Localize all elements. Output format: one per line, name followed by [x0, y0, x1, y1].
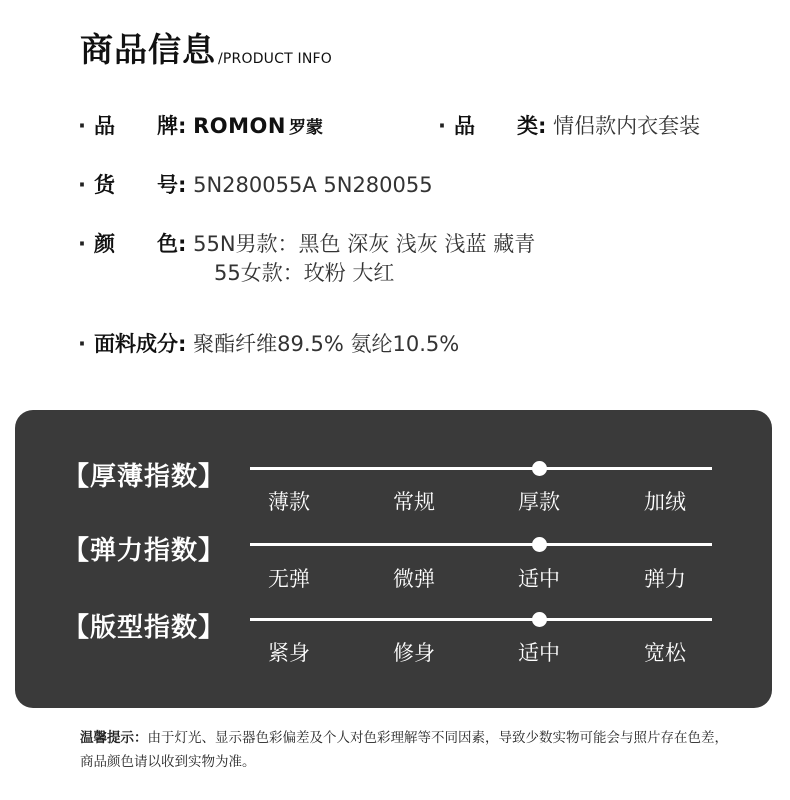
color-row: [78, 230, 535, 258]
thickness-scale-marker: [532, 461, 547, 476]
category-label: 品 类:: [454, 114, 547, 138]
fit-option: 适中: [518, 641, 560, 665]
thickness-index-title: 【厚薄指数】: [63, 462, 226, 492]
elasticity-option: 微弹: [393, 567, 435, 591]
color-row-2: [214, 259, 394, 287]
color-value-male: 55N男款：黑色 深灰 浅灰 浅蓝 藏青: [193, 232, 536, 256]
thickness-option: 薄款: [268, 490, 310, 514]
elasticity-option: 弹力: [644, 567, 686, 591]
disclaimer-label: 温馨提示：: [80, 730, 148, 746]
elasticity-scale-track: [250, 543, 712, 546]
fabric-row: [78, 330, 459, 358]
color-value-female: 55女款：玫粉 大红: [214, 261, 395, 285]
elasticity-index-title: 【弹力指数】: [63, 536, 226, 566]
fit-option: 修身: [393, 641, 435, 665]
bullet: ·: [78, 173, 86, 197]
fit-option: 宽松: [644, 641, 686, 665]
page-title: 商品信息: [80, 30, 216, 69]
sku-row: [78, 171, 433, 199]
bullet: ·: [78, 232, 86, 256]
elasticity-option: 无弹: [268, 567, 310, 591]
elasticity-option: 适中: [518, 567, 560, 591]
bullet: ·: [78, 114, 86, 138]
fit-index-title: 【版型指数】: [63, 613, 226, 643]
fit-option: 紧身: [268, 641, 310, 665]
fabric-value: 聚酯纤维89.5% 氨纶10.5%: [193, 332, 460, 356]
bullet: ·: [78, 332, 86, 356]
page-subtitle: /PRODUCT INFO: [218, 51, 332, 67]
thickness-option: 常规: [393, 490, 435, 514]
sku-label: 货 号:: [94, 173, 187, 197]
fit-scale-track: [250, 618, 712, 621]
brand-row: [78, 112, 323, 142]
fit-scale-marker: [532, 612, 547, 627]
brand-label: 品 牌:: [94, 114, 187, 138]
bullet: ·: [438, 114, 446, 138]
color-label: 颜 色:: [94, 232, 187, 256]
category-row: [438, 112, 700, 140]
brand-name-en: ROMON: [193, 114, 286, 138]
disclaimer-note: [80, 726, 730, 774]
fabric-label: 面料成分:: [94, 332, 187, 356]
category-value: 情侣款内衣套装: [553, 114, 701, 138]
brand-name-cn: 罗蒙: [288, 118, 323, 138]
elasticity-scale-marker: [532, 537, 547, 552]
disclaimer-text: 由于灯光、显示器色彩偏差及个人对色彩理解等不同因素，导致少数实物可能会与照片存在色差，商品颜色请以收到实物为准。: [80, 730, 728, 770]
section-header: [80, 30, 332, 70]
thickness-option: 加绒: [644, 490, 686, 514]
thickness-scale-track: [250, 467, 712, 470]
thickness-option: 厚款: [518, 490, 560, 514]
sku-value: 5N280055A 5N280055: [193, 173, 433, 197]
index-panel: [15, 410, 772, 708]
